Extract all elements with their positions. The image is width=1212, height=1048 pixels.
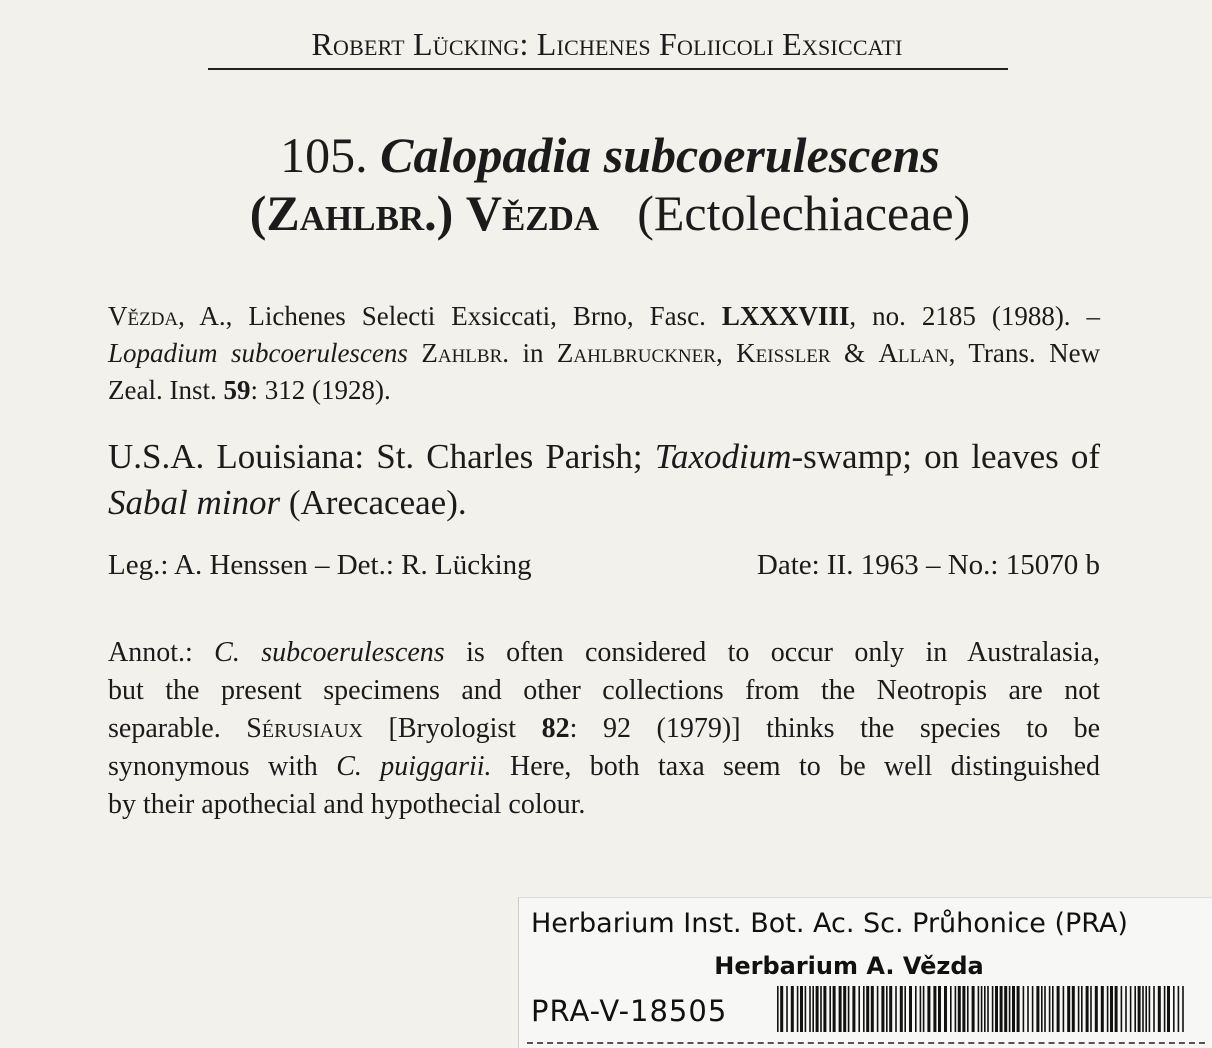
annotation [108, 634, 1100, 824]
annotation-line [108, 710, 1100, 748]
basionym-author: (Zahlbr.) [249, 185, 454, 241]
annot-text: separable. [108, 713, 221, 744]
synonym-name: Lopadium subcoerulescens [108, 338, 408, 368]
ref-ampersand: & [844, 338, 866, 368]
literature-reference [108, 298, 1100, 409]
locality-text [108, 434, 1100, 526]
annotation-line [108, 634, 1100, 672]
family-name: (Ectolechiaceae) [637, 185, 971, 241]
institution-name: Herbarium Inst. Bot. Ac. Sc. Průhonice (PRA) [531, 908, 1128, 939]
collection-date-number: Date: II. 1963 – No.: 15070 b [756, 549, 1100, 581]
host-plant: Sabal minor [108, 483, 281, 522]
synonym-author: Zahlbr. [421, 338, 509, 368]
annot-text: is often considered to occur only in Australasia, [466, 637, 1101, 668]
annot-taxon: C. puiggarii. [336, 751, 492, 782]
host-family: (Arecaceae). [288, 483, 467, 522]
annot-text: : 92 (1979)] thinks the species to be [569, 713, 1101, 744]
annot-author: Sérusiaux [246, 713, 363, 744]
annot-journal: [Bryologist [388, 713, 517, 744]
accession-number: PRA-V-18505 [531, 994, 728, 1028]
annot-volume: 82 [541, 713, 570, 744]
ref-series: , A., Lichenes Selecti Exsiccati, Brno, Fasc. [178, 301, 706, 331]
cut-line [527, 1042, 1205, 1044]
ref-pages: : 312 (1928). [250, 375, 391, 405]
annot-text: synonymous with [108, 751, 318, 782]
ref-author-2: Keissler [736, 338, 831, 368]
annotation-line [108, 748, 1100, 786]
species-name: Calopadia subcoerulescens [380, 127, 940, 183]
species-title [170, 126, 1050, 242]
ref-fascicle: LXXXVIII [721, 301, 850, 331]
herbarium-barcode-label [518, 897, 1212, 1048]
habitat-genus: Taxodium [654, 437, 792, 476]
exsiccata-number: 105. [280, 127, 368, 183]
annot-text: Here, both taxa seem to be well distinguished [509, 751, 1100, 782]
annotation-line: but the present specimens and other collections from the Neotropis are not [108, 675, 1100, 706]
combination-author: Vězda [465, 185, 600, 241]
locality-place: U.S.A. Louisiana: St. Charles Parish; [108, 437, 643, 476]
header-underline [208, 68, 1008, 70]
ref-volume: 59 [223, 375, 251, 405]
barcode-graphic [777, 986, 1189, 1032]
ref-year: (1988). – [991, 301, 1101, 331]
substrate-text: leaves of [971, 437, 1101, 476]
ref-sep: , [715, 338, 723, 368]
ref-number: , no. 2185 [849, 301, 976, 331]
collector-determiner: Leg.: A. Henssen – Det.: R. Lücking [108, 549, 532, 581]
annot-taxon: C. subcoerulescens [214, 637, 445, 668]
ref-in: in [522, 338, 544, 368]
ref-author-3: Allan [878, 338, 949, 368]
ref-author: Vězda [108, 301, 179, 331]
habitat-type: -swamp; on [791, 437, 960, 476]
annot-label: Annot.: [108, 637, 193, 668]
ref-author-1: Zahlbruckner [556, 338, 716, 368]
ref-journal: , Trans. New Zeal. Inst. [108, 338, 1101, 405]
herbarium-name: Herbarium A. Vězda [714, 952, 984, 980]
annotation-line: by their apothecial and hypothecial colour. [108, 789, 586, 820]
exsiccata-series-header: Robert Lücking: Lichenes Foliicoli Exsiccati [311, 26, 903, 62]
